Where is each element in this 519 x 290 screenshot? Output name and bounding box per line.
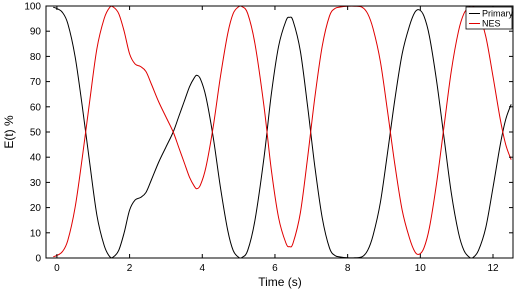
legend-label-nes: NES [482,18,501,29]
y-tick-label: 40 [29,152,41,164]
x-tick-label: 2 [126,263,133,274]
legend [466,7,513,29]
x-tick-label: 4 [199,263,206,274]
y-tick-label: 0 [35,253,41,265]
x-tick-label: 0 [54,263,60,274]
y-tick-label: 70 [29,77,41,89]
y-tick-label: 100 [24,1,41,13]
x-tick-label: 12 [487,263,499,274]
y-tick-label: 30 [29,177,41,189]
y-tick-label: 10 [29,228,41,240]
x-axis-title: Time (s) [258,275,302,289]
y-tick-label: 20 [29,203,41,215]
x-tick-label: 8 [344,263,351,274]
y-tick-label: 50 [29,127,41,139]
x-tick-label: 6 [272,263,278,274]
x-tick-label: 10 [414,263,426,274]
y-tick-label: 80 [29,51,41,63]
y-tick-label: 60 [29,102,41,114]
y-axis-title: E(t) % [2,115,16,149]
y-tick-label: 90 [29,26,41,38]
legend-label-primary: Primary [482,8,513,19]
